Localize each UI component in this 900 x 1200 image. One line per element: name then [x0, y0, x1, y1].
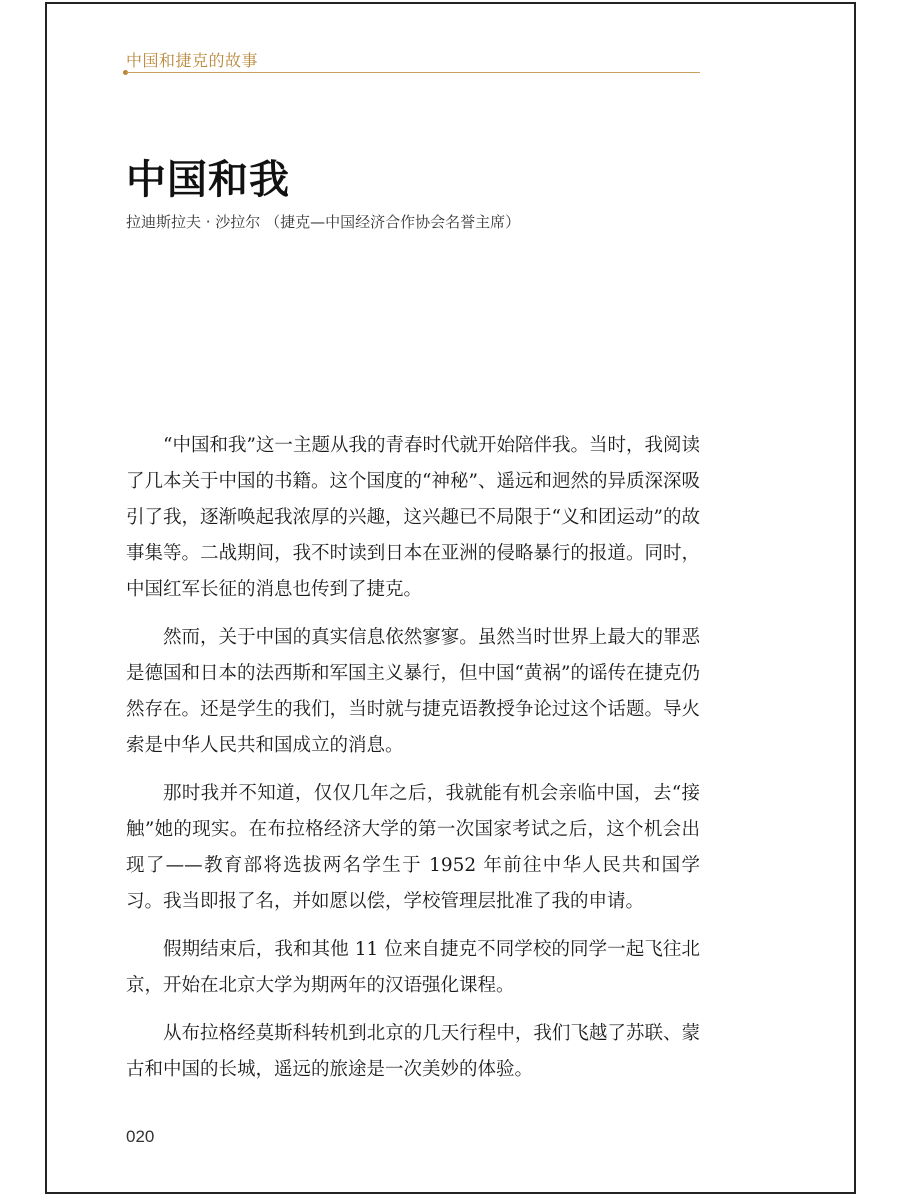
paragraph: 那时我并不知道，仅仅几年之后，我就能有机会亲临中国，去“接触”她的现实。在布拉格经济大学的第一次国家考试之后，这个机会出现了——教育部将选拔两名学生于 1952 年前往中华人民共和国学习。我当即报了名，并如愿以偿，学校管理层批准了我的申请。 [126, 783, 700, 912]
page-number: 020 [126, 1127, 155, 1146]
paragraph: “中国和我”这一主题从我的青春时代就开始陪伴我。当时，我阅读了几本关于中国的书籍。这个国度的“神秘”、遥远和迥然的异质深深吸引了我，逐渐唤起我浓厚的兴趣，这兴趣已不局限于“义和团运动”的故事集等。二战期间，我不时读到日本在亚洲的侵略暴行的报道。同时，中国红军长征的消息也传到了捷克。 [126, 435, 700, 600]
chapter-title: 中国和我 [126, 157, 290, 203]
author-line: 拉迪斯拉夫 · 沙拉尔 （捷克—中国经济合作协会名誉主席） [126, 213, 521, 231]
running-header: 中国和捷克的故事 [126, 51, 259, 70]
paragraph: 从布拉格经莫斯科转机到北京的几天行程中，我们飞越了苏联、蒙古和中国的长城，遥远的旅途是一次美妙的体验。 [126, 1023, 700, 1080]
header-rule [126, 72, 700, 73]
paragraph: 然而，关于中国的真实信息依然寥寥。虽然当时世界上最大的罪恶是德国和日本的法西斯和军国主义暴行，但中国“黄祸”的谣传在捷克仍然存在。还是学生的我们，当时就与捷克语教授争论过这个话题。导火索是中华人民共和国成立的消息。 [126, 627, 700, 756]
body-text [126, 428, 700, 1100]
paragraph: 假期结束后，我和其他 11 位来自捷克不同学校的同学一起飞往北京，开始在北京大学为期两年的汉语强化课程。 [126, 939, 700, 996]
